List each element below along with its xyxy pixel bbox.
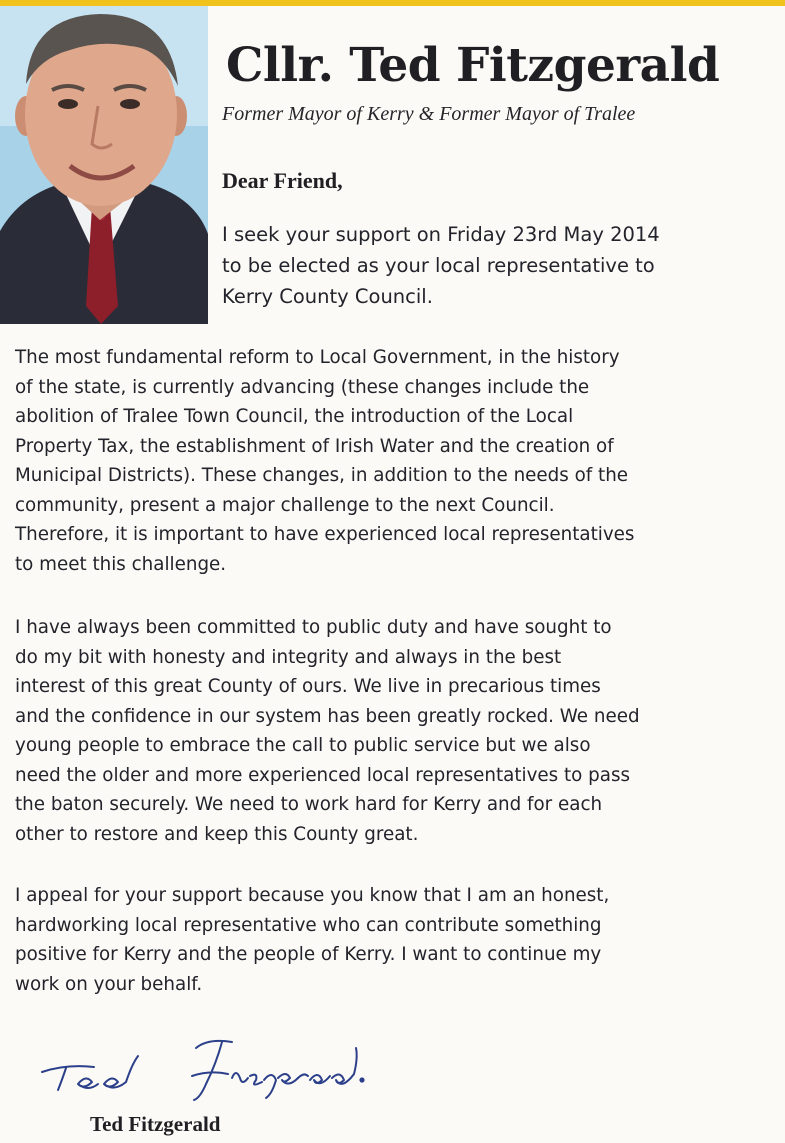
paragraph-commitment [15,613,780,849]
paragraph-line: abolition of Tralee Town Council, the introduction of the Local [15,406,574,427]
letter-greeting: Dear Friend, [222,168,343,193]
paragraph-appeal [15,881,780,999]
intro-paragraph [222,219,782,312]
paragraph-line: positive for Kerry and the people of Kerry. I want to continue my [15,944,602,965]
paragraph-line: do my bit with honesty and integrity and always in the best [15,646,562,668]
paragraph-line: hardworking local representative who can contribute something [15,914,602,936]
paragraph-line: I appeal for your support because you know that I am an honest, [15,885,610,906]
paragraph-line: the baton securely. We need to work hard for Kerry and for each [15,794,603,815]
paragraph-line: Property Tax, the establishment of Irish Water and the creation of [15,435,614,457]
paragraph-line: need the older and more experienced local representatives to pass [15,764,630,786]
intro-line: Kerry County Council. [222,285,433,308]
paragraph-line: of the state, is currently advancing (these changes include the [15,376,590,398]
paragraph-line: and the confidence in our system has been greatly rocked. We need [15,705,640,727]
intro-line: to be elected as your local representative to [222,254,655,277]
paragraph-line: to meet this challenge. [15,553,227,575]
paragraph-reform [15,343,780,579]
candidate-name-title: Cllr. Ted Fitzgerald [226,38,720,93]
paragraph-line: I have always been committed to public duty and have sought to [15,617,612,638]
candidate-portrait [0,6,208,324]
candidate-subtitle: Former Mayor of Kerry & Former Mayor of Tralee [222,103,636,125]
signer-name: Ted Fitzgerald [90,1112,221,1136]
paragraph-line: Therefore, it is important to have experienced local representatives [15,524,635,545]
paragraph-line: interest of this great County of ours. We live in precarious times [15,676,601,697]
portrait-illustration [0,6,208,324]
paragraph-line: Municipal Districts). These changes, in addition to the needs of the [15,465,629,486]
handwritten-signature [36,1034,376,1104]
intro-line: I seek your support on Friday 23rd May 2014 [222,223,660,246]
paragraph-line: The most fundamental reform to Local Government, in the history [15,347,620,368]
paragraph-line: other to restore and keep this County great. [15,823,419,845]
paragraph-line: community, present a major challenge to the next Council. [15,494,555,516]
paragraph-line: work on your behalf. [15,973,203,995]
paragraph-line: young people to embrace the call to public service but we also [15,735,591,756]
